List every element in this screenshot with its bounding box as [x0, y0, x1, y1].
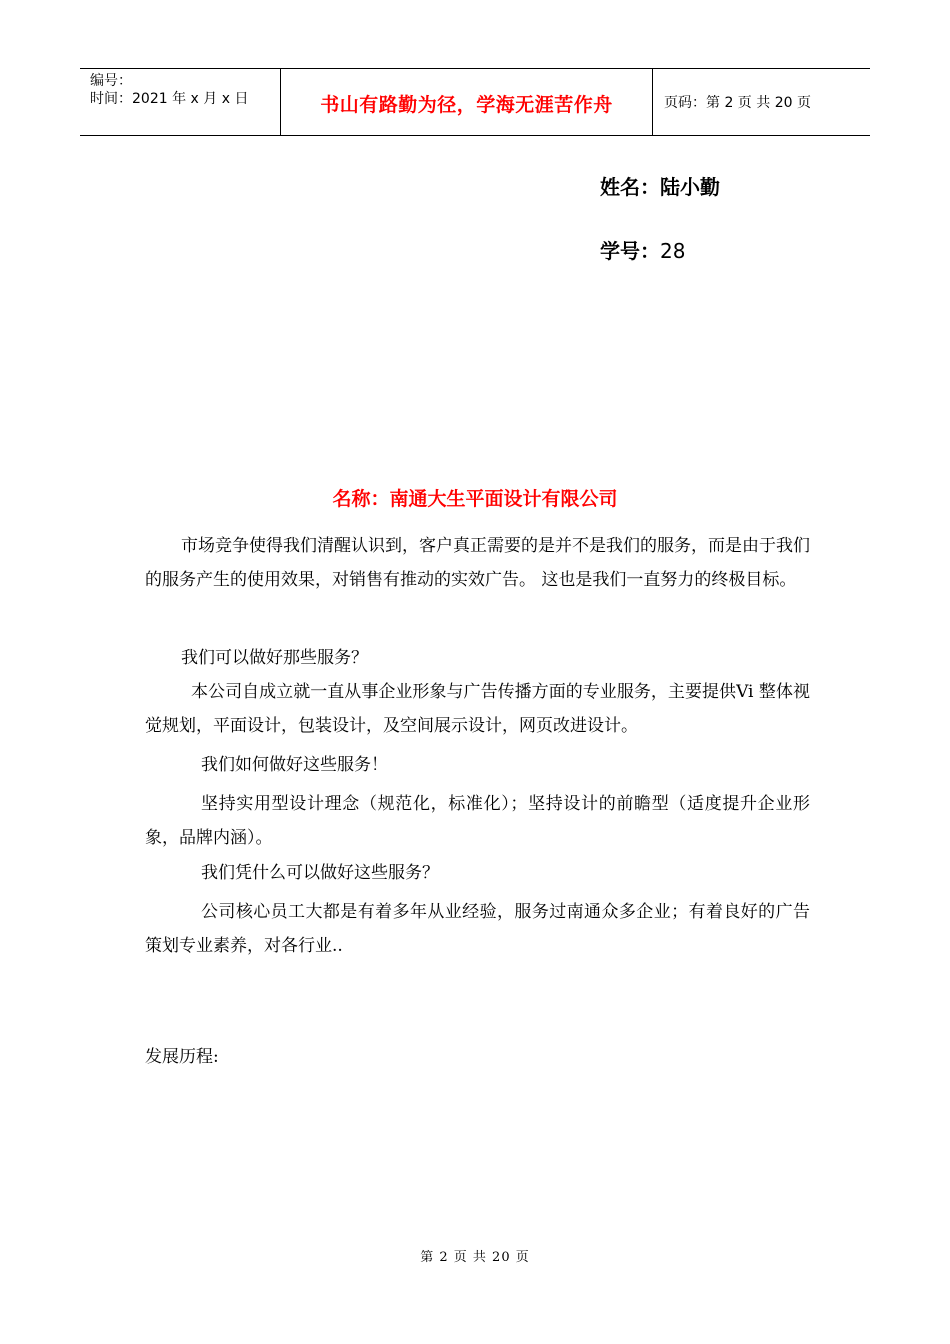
header-motto-cell [281, 69, 653, 135]
document-header [80, 68, 870, 136]
paragraph-question-1: 我们可以做好那些服务？ [181, 648, 368, 668]
page-footer: 第 2 页 共 20 页 [420, 1250, 530, 1265]
body-paragraph-7 [145, 896, 810, 963]
company-title: 名称：南通大生平面设计有限公司 [332, 488, 618, 510]
student-id-line [600, 235, 685, 264]
paragraph-services: 本公司自成立就一直从事企业形象与广告传播方面的专业服务，主要提供Vi 整体视觉规划，平面设计，包装设计，及空间展示设计，网页改进设计。 [145, 682, 810, 736]
header-meta-cell [80, 69, 281, 135]
body-paragraph-2 [145, 642, 810, 676]
header-page-cell [653, 69, 870, 135]
history-label: 发展历程: [145, 1047, 219, 1067]
paragraph-intro: 市场竞争使得我们清醒认识到，客户真正需要的是并不是我们的服务，而是由于我们的服务产生的使用效果，对销售有推动的实效广告。 这也是我们一直努力的终极目标。 [145, 536, 810, 590]
paragraph-question-3: 我们凭什么可以做好这些服务？ [201, 863, 439, 883]
number-label: 编号： [90, 73, 132, 89]
name-value: 陆小勤 [660, 175, 720, 199]
body-paragraph-5 [145, 788, 810, 855]
body-paragraph-3 [145, 676, 810, 743]
body-paragraph-1 [145, 530, 810, 597]
page-info: 页码：第 2 页 共 20 页 [664, 95, 811, 111]
paragraph-question-2: 我们如何做好这些服务！ [201, 755, 388, 775]
date-label: 时间：2021 年 x 月 x 日 [90, 91, 249, 107]
name-label: 姓名： [600, 175, 660, 199]
body-paragraph-6 [145, 857, 810, 891]
paragraph-principles: 坚持实用型设计理念（规范化，标准化）；坚持设计的前瞻型（适度提升企业形象，品牌内涵）。 [145, 794, 810, 848]
id-label: 学号： [600, 239, 660, 263]
motto-text: 书山有路勤为径，学海无涯苦作舟 [320, 94, 613, 116]
id-value: 28 [660, 239, 686, 263]
body-paragraph-4 [145, 749, 810, 783]
paragraph-team: 公司核心员工大都是有着多年从业经验，服务过南通众多企业；有着良好的广告策划专业素养，对各行业.. [145, 902, 810, 956]
student-name-line [600, 171, 720, 200]
